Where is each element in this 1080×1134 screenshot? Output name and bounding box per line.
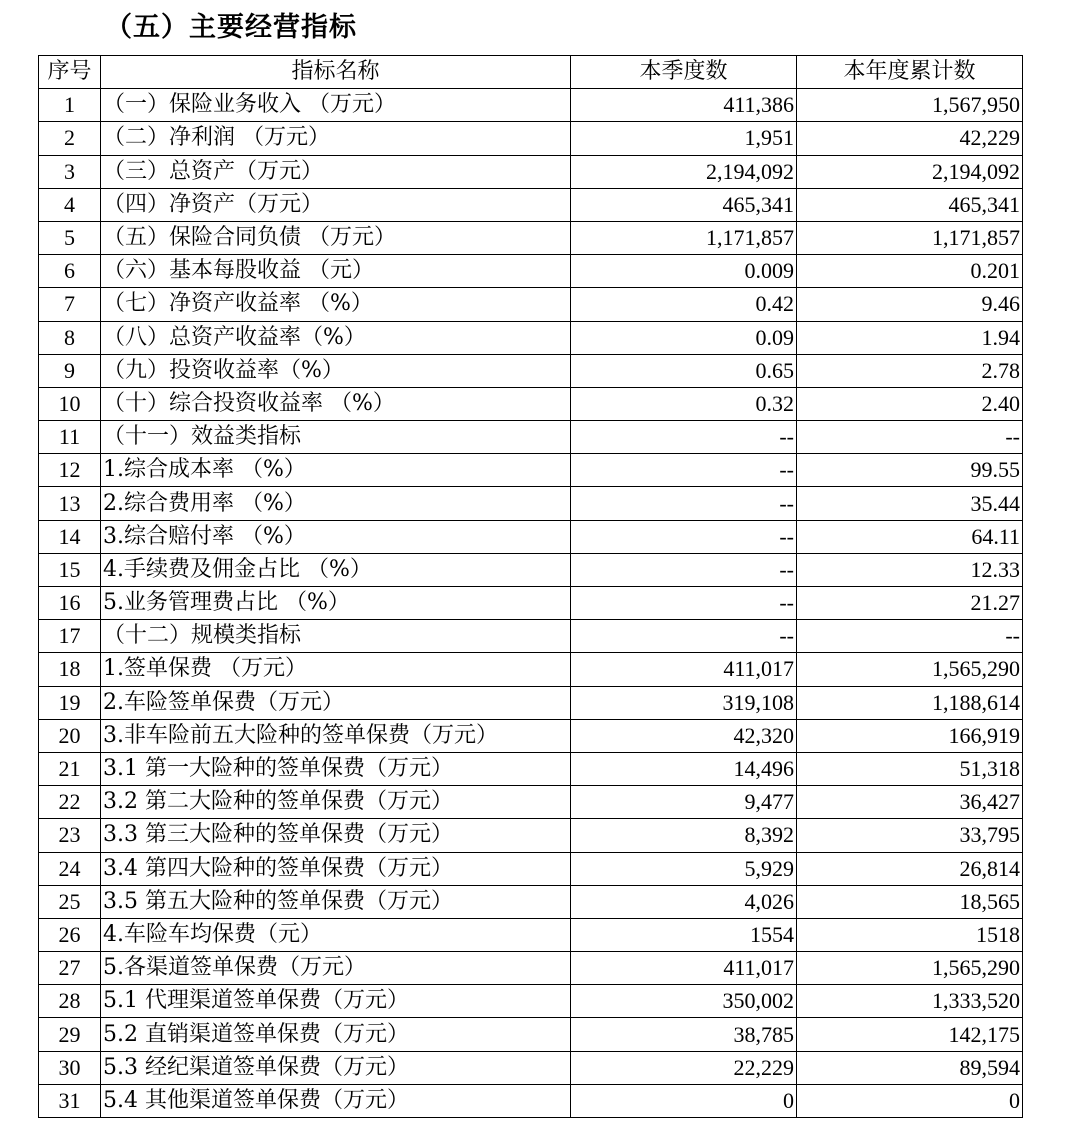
cell-name: 3.5 第五大险种的签单保费（万元） — [101, 885, 571, 918]
cell-seq: 4 — [39, 188, 101, 221]
cell-name: （八）总资产收益率（%） — [101, 321, 571, 354]
cell-ytd: 166,919 — [797, 719, 1023, 752]
cell-seq: 3 — [39, 155, 101, 188]
cell-seq: 8 — [39, 321, 101, 354]
cell-seq: 10 — [39, 387, 101, 420]
table-row — [39, 686, 1023, 719]
cell-seq: 27 — [39, 952, 101, 985]
cell-ytd: 33,795 — [797, 819, 1023, 852]
cell-seq: 11 — [39, 421, 101, 454]
table-row — [39, 288, 1023, 321]
cell-name: （一）保险业务收入 （万元） — [101, 89, 571, 122]
cell-quarter: 5,929 — [571, 852, 797, 885]
cell-name: 1.签单保费 （万元） — [101, 653, 571, 686]
cell-ytd: 1,565,290 — [797, 653, 1023, 686]
cell-ytd: 0 — [797, 1084, 1023, 1117]
cell-ytd: -- — [797, 620, 1023, 653]
table-row — [39, 421, 1023, 454]
table-row — [39, 553, 1023, 586]
cell-name: 4.车险车均保费（元） — [101, 918, 571, 951]
cell-ytd: 51,318 — [797, 752, 1023, 785]
cell-seq: 9 — [39, 354, 101, 387]
cell-seq: 1 — [39, 89, 101, 122]
cell-quarter: -- — [571, 620, 797, 653]
cell-quarter: 22,229 — [571, 1051, 797, 1084]
cell-ytd: 26,814 — [797, 852, 1023, 885]
table-row — [39, 587, 1023, 620]
table-row — [39, 221, 1023, 254]
cell-ytd: 1.94 — [797, 321, 1023, 354]
cell-quarter: 1,171,857 — [571, 221, 797, 254]
table-row — [39, 387, 1023, 420]
table-row — [39, 918, 1023, 951]
table-row — [39, 1018, 1023, 1051]
cell-name: （十二）规模类指标 — [101, 620, 571, 653]
cell-ytd: 21.27 — [797, 587, 1023, 620]
cell-ytd: 2,194,092 — [797, 155, 1023, 188]
cell-seq: 19 — [39, 686, 101, 719]
cell-seq: 7 — [39, 288, 101, 321]
cell-ytd: 89,594 — [797, 1051, 1023, 1084]
cell-name: （四）净资产（万元） — [101, 188, 571, 221]
cell-ytd: 465,341 — [797, 188, 1023, 221]
header-ytd: 本年度累计数 — [797, 56, 1023, 89]
cell-name: 4.手续费及佣金占比 （%） — [101, 553, 571, 586]
cell-name: （六）基本每股收益 （元） — [101, 255, 571, 288]
table-body — [39, 89, 1023, 1118]
cell-ytd: 2.40 — [797, 387, 1023, 420]
metrics-table — [38, 55, 1023, 1118]
cell-ytd: 35.44 — [797, 487, 1023, 520]
cell-ytd: 1518 — [797, 918, 1023, 951]
cell-seq: 20 — [39, 719, 101, 752]
cell-quarter: 0 — [571, 1084, 797, 1117]
cell-quarter: -- — [571, 487, 797, 520]
table-row — [39, 89, 1023, 122]
table-row — [39, 819, 1023, 852]
cell-quarter: 1,951 — [571, 122, 797, 155]
cell-ytd: 2.78 — [797, 354, 1023, 387]
cell-seq: 15 — [39, 553, 101, 586]
cell-seq: 24 — [39, 852, 101, 885]
cell-name: 3.2 第二大险种的签单保费（万元） — [101, 786, 571, 819]
header-quarter: 本季度数 — [571, 56, 797, 89]
cell-name: 3.3 第三大险种的签单保费（万元） — [101, 819, 571, 852]
cell-quarter: 0.09 — [571, 321, 797, 354]
cell-seq: 12 — [39, 454, 101, 487]
cell-ytd: 142,175 — [797, 1018, 1023, 1051]
table-row — [39, 122, 1023, 155]
cell-seq: 6 — [39, 255, 101, 288]
cell-name: 2.车险签单保费（万元） — [101, 686, 571, 719]
cell-name: （二）净利润 （万元） — [101, 122, 571, 155]
cell-quarter: -- — [571, 454, 797, 487]
cell-name: 2.综合费用率 （%） — [101, 487, 571, 520]
table-row — [39, 454, 1023, 487]
cell-quarter: 465,341 — [571, 188, 797, 221]
cell-seq: 13 — [39, 487, 101, 520]
cell-seq: 2 — [39, 122, 101, 155]
cell-quarter: 38,785 — [571, 1018, 797, 1051]
cell-name: 5.3 经纪渠道签单保费（万元） — [101, 1051, 571, 1084]
cell-seq: 14 — [39, 520, 101, 553]
cell-seq: 21 — [39, 752, 101, 785]
cell-seq: 25 — [39, 885, 101, 918]
table-row — [39, 752, 1023, 785]
cell-ytd: 1,171,857 — [797, 221, 1023, 254]
table-row — [39, 1051, 1023, 1084]
cell-quarter: 350,002 — [571, 985, 797, 1018]
cell-name: 5.1 代理渠道签单保费（万元） — [101, 985, 571, 1018]
cell-ytd: -- — [797, 421, 1023, 454]
header-name: 指标名称 — [101, 56, 571, 89]
cell-name: 3.1 第一大险种的签单保费（万元） — [101, 752, 571, 785]
table-row — [39, 620, 1023, 653]
cell-ytd: 12.33 — [797, 553, 1023, 586]
cell-quarter: 411,017 — [571, 653, 797, 686]
cell-name: （五）保险合同负债 （万元） — [101, 221, 571, 254]
table-row — [39, 354, 1023, 387]
cell-name: 1.综合成本率 （%） — [101, 454, 571, 487]
cell-ytd: 1,567,950 — [797, 89, 1023, 122]
cell-quarter: 4,026 — [571, 885, 797, 918]
cell-name: （十一）效益类指标 — [101, 421, 571, 454]
cell-quarter: 8,392 — [571, 819, 797, 852]
cell-name: 5.业务管理费占比 （%） — [101, 587, 571, 620]
table-row — [39, 255, 1023, 288]
cell-name: 5.各渠道签单保费（万元） — [101, 952, 571, 985]
cell-seq: 17 — [39, 620, 101, 653]
cell-quarter: 319,108 — [571, 686, 797, 719]
cell-quarter: -- — [571, 421, 797, 454]
cell-ytd: 42,229 — [797, 122, 1023, 155]
cell-name: 3.非车险前五大险种的签单保费（万元） — [101, 719, 571, 752]
cell-seq: 23 — [39, 819, 101, 852]
table-row — [39, 852, 1023, 885]
header-seq: 序号 — [39, 56, 101, 89]
table-row — [39, 321, 1023, 354]
cell-ytd: 64.11 — [797, 520, 1023, 553]
cell-name: 3.综合赔付率 （%） — [101, 520, 571, 553]
cell-seq: 31 — [39, 1084, 101, 1117]
table-row — [39, 719, 1023, 752]
cell-quarter: 42,320 — [571, 719, 797, 752]
cell-quarter: 0.32 — [571, 387, 797, 420]
cell-quarter: 1554 — [571, 918, 797, 951]
cell-ytd: 1,565,290 — [797, 952, 1023, 985]
table-row — [39, 952, 1023, 985]
cell-quarter: 0.42 — [571, 288, 797, 321]
cell-quarter: -- — [571, 520, 797, 553]
cell-seq: 5 — [39, 221, 101, 254]
cell-seq: 18 — [39, 653, 101, 686]
cell-ytd: 1,333,520 — [797, 985, 1023, 1018]
cell-name: （十）综合投资收益率 （%） — [101, 387, 571, 420]
cell-seq: 30 — [39, 1051, 101, 1084]
cell-ytd: 18,565 — [797, 885, 1023, 918]
cell-ytd: 99.55 — [797, 454, 1023, 487]
table-row — [39, 885, 1023, 918]
cell-ytd: 9.46 — [797, 288, 1023, 321]
table-row — [39, 985, 1023, 1018]
table-row — [39, 786, 1023, 819]
cell-name: 5.4 其他渠道签单保费（万元） — [101, 1084, 571, 1117]
table-row — [39, 188, 1023, 221]
cell-name: （九）投资收益率（%） — [101, 354, 571, 387]
cell-ytd: 1,188,614 — [797, 686, 1023, 719]
cell-quarter: -- — [571, 587, 797, 620]
table-row — [39, 520, 1023, 553]
table-row — [39, 487, 1023, 520]
cell-quarter: -- — [571, 553, 797, 586]
cell-ytd: 36,427 — [797, 786, 1023, 819]
cell-seq: 16 — [39, 587, 101, 620]
table-row — [39, 155, 1023, 188]
cell-name: （三）总资产（万元） — [101, 155, 571, 188]
table-header-row — [39, 56, 1023, 89]
cell-seq: 28 — [39, 985, 101, 1018]
cell-seq: 29 — [39, 1018, 101, 1051]
cell-seq: 22 — [39, 786, 101, 819]
cell-quarter: 411,386 — [571, 89, 797, 122]
cell-quarter: 14,496 — [571, 752, 797, 785]
cell-name: 5.2 直销渠道签单保费（万元） — [101, 1018, 571, 1051]
cell-name: 3.4 第四大险种的签单保费（万元） — [101, 852, 571, 885]
cell-quarter: 2,194,092 — [571, 155, 797, 188]
page-title: （五）主要经营指标 — [105, 12, 357, 43]
cell-quarter: 411,017 — [571, 952, 797, 985]
table-row — [39, 653, 1023, 686]
cell-name: （七）净资产收益率 （%） — [101, 288, 571, 321]
table-row — [39, 1084, 1023, 1117]
cell-seq: 26 — [39, 918, 101, 951]
cell-quarter: 9,477 — [571, 786, 797, 819]
cell-quarter: 0.009 — [571, 255, 797, 288]
cell-quarter: 0.65 — [571, 354, 797, 387]
cell-ytd: 0.201 — [797, 255, 1023, 288]
